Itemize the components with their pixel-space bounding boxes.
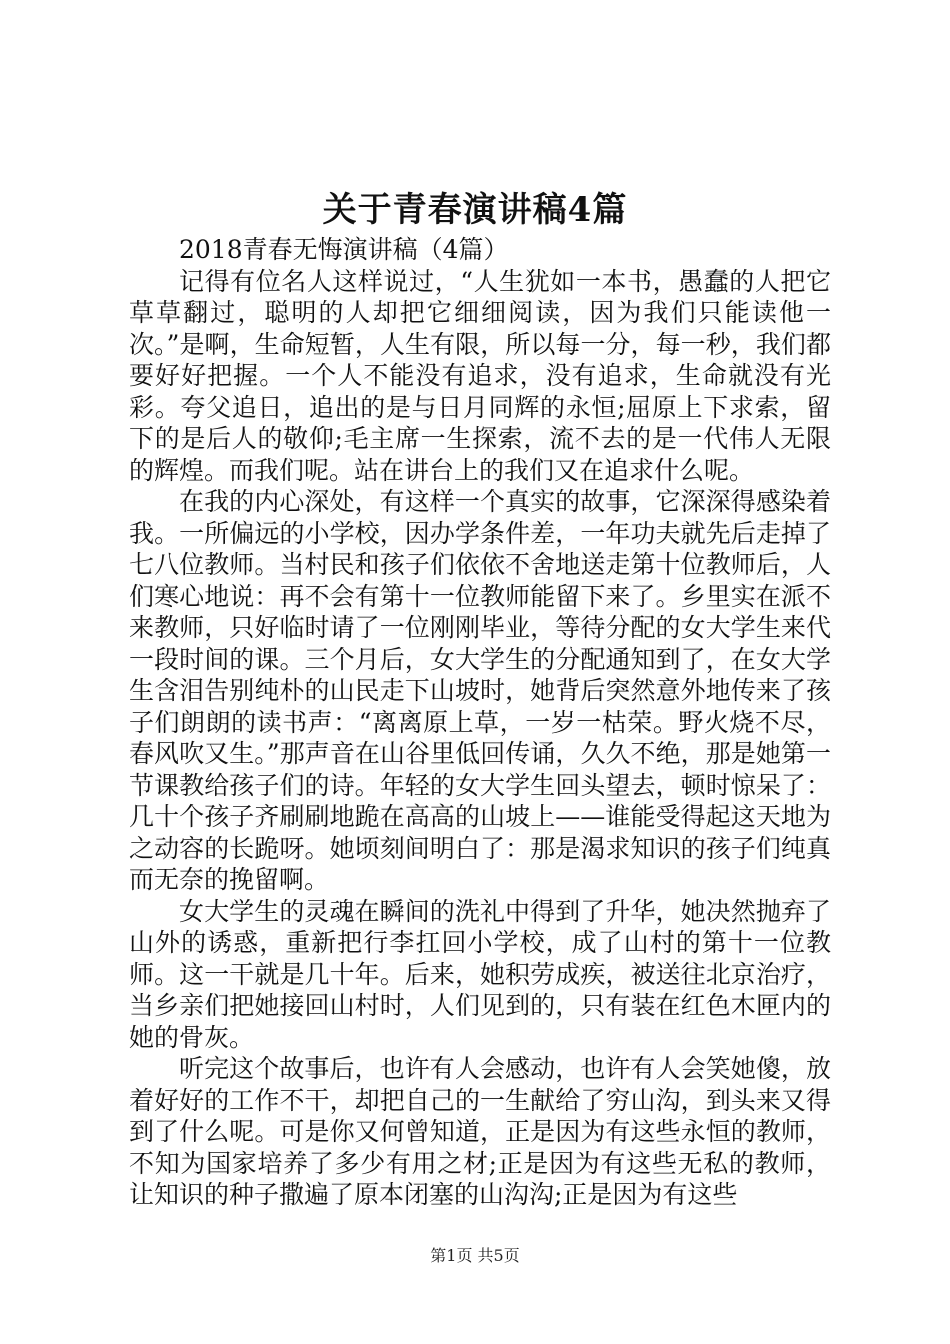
- page-footer: 第1页 共5页: [430, 1246, 520, 1265]
- document-body: [129, 234, 831, 1211]
- document-subtitle: 2018青春无悔演讲稿（4篇）: [179, 235, 509, 264]
- paragraph: 在我的内心深处，有这样一个真实的故事，它深深得感染着我。一所偏远的小学校，因办学条件差，一年功夫就先后走掉了七八位教师。当村民和孩子们依依不舍地送走第十位教师后，人们寒心地说：再不会有第十一位教师能留下来了。乡里实在派不来教师，只好临时请了一位刚刚毕业，等待分配的女大学生来代一段时间的课。三个月后，女大学生的分配通知到了，在女大学生含泪告别纯朴的山民走下山坡时，她背后突然意外地传来了孩子们朗朗的读书声：“离离原上草，一岁一枯荣。野火烧不尽，春风吹又生。”那声音在山谷里低回传诵，久久不绝，那是她第一节课教给孩子们的诗。年轻的女大学生回头望去，顿时惊呆了：几十个孩子齐刷刷地跪在高高的山坡上——谁能受得起这天地为之动容的长跪呀。她顷刻间明白了：那是渴求知识的孩子们纯真而无奈的挽留啊。: [129, 487, 831, 894]
- paragraph: 记得有位名人这样说过，“人生犹如一本书，愚蠢的人把它草草翻过，聪明的人却把它细细阅读，因为我们只能读他一次。”是啊，生命短暂，人生有限，所以每一分，每一秒，我们都要好好把握。一个人不能没有追求，没有追求，生命就没有光彩。夸父追日，追出的是与日月同辉的永恒;屈原上下求索，留下的是后人的敬仰;毛主席一生探索，流不去的是一代伟人无限的辉煌。而我们呢。站在讲台上的我们又在追求什么呢。: [129, 266, 831, 485]
- paragraph: 女大学生的灵魂在瞬间的洗礼中得到了升华，她决然抛弃了山外的诱惑，重新把行李扛回小学校，成了山村的第十一位教师。这一干就是几十年。后来，她积劳成疾，被送往北京治疗，当乡亲们把她接回山村时，人们见到的，只有装在红色木匣内的她的骨灰。: [129, 896, 831, 1052]
- paragraph: 听完这个故事后，也许有人会感动，也许有人会笑她傻，放着好好的工作不干，却把自己的一生献给了穷山沟，到头来又得到了什么呢。可是你又何曾知道，正是因为有这些永恒的教师，不知为国家培养了多少有用之材;正是因为有这些无私的教师，让知识的种子撒遍了原本闭塞的山沟沟;正是因为有这些: [129, 1054, 831, 1209]
- document-title: 关于青春演讲稿4篇: [322, 190, 628, 230]
